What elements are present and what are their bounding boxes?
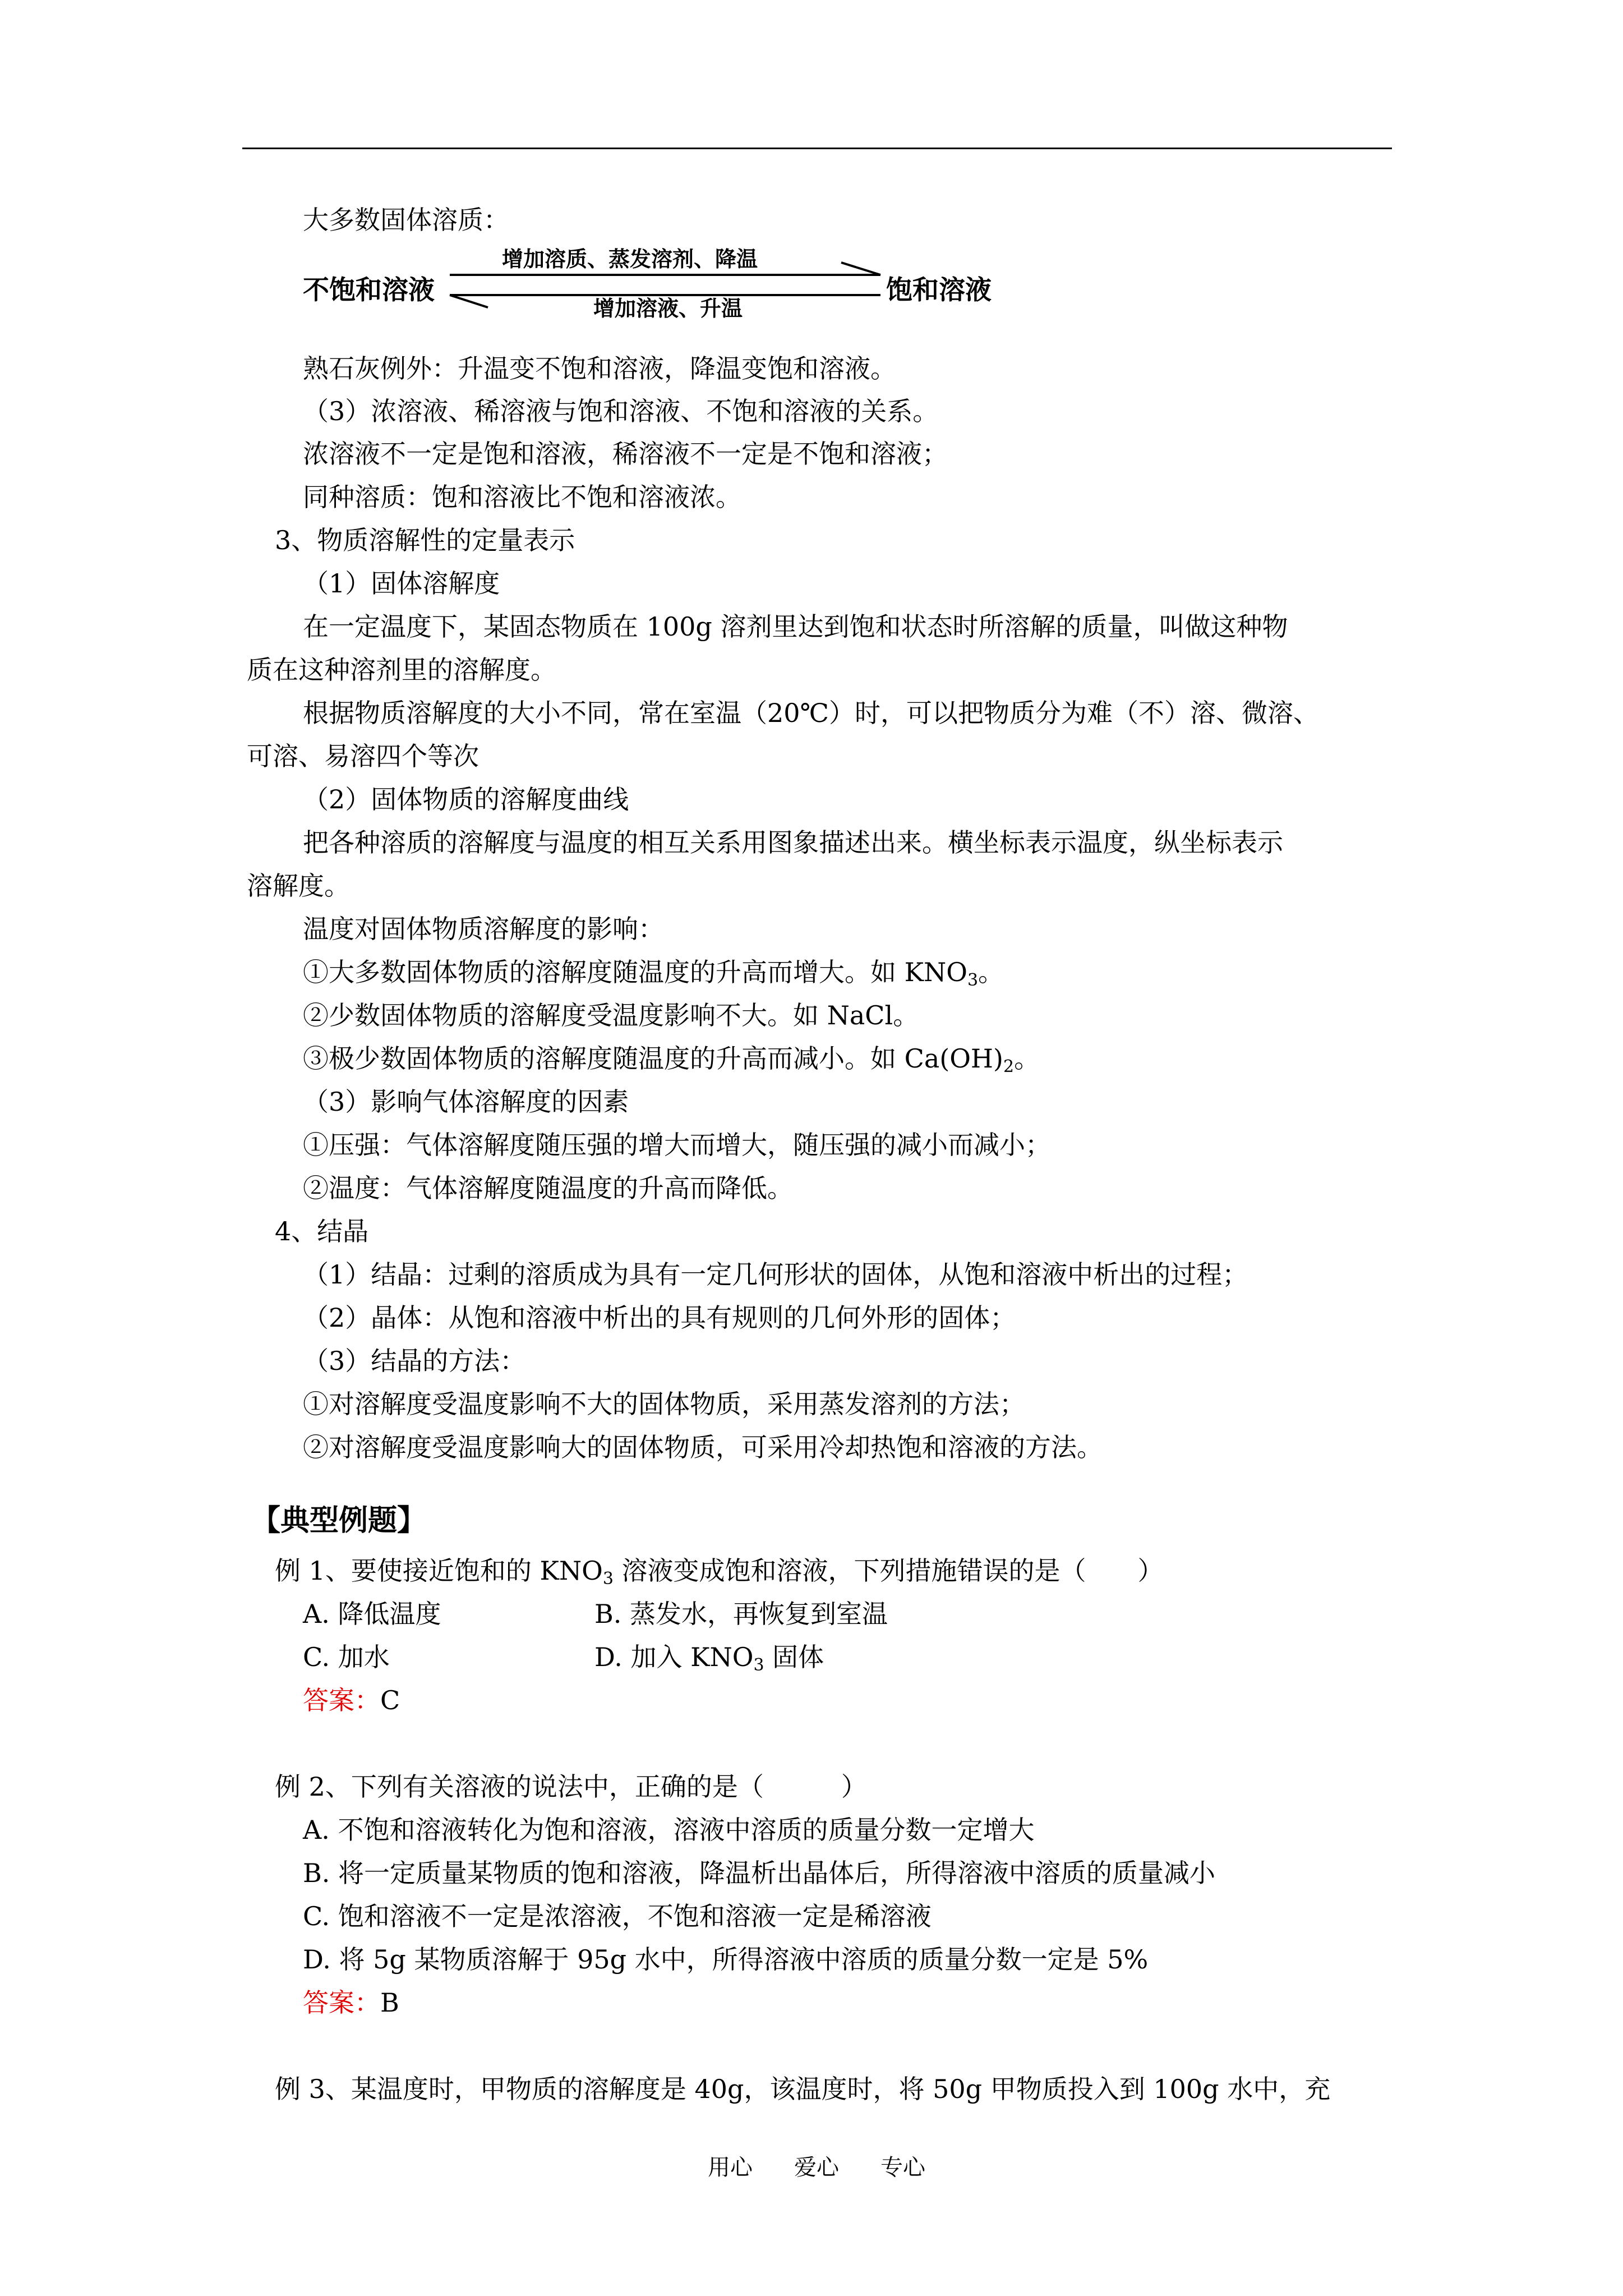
- text-fragment: 例 1、要使接近饱和的 KNO: [275, 1556, 603, 1586]
- option-c: C. 加水: [303, 1642, 390, 1672]
- subsection-title: （2）固体物质的溶解度曲线: [303, 784, 629, 815]
- double-arrow-icon: [303, 246, 1032, 330]
- text-line: 溶解度。: [247, 871, 350, 901]
- text-line: 温度对固体物质溶解度的影响：: [303, 914, 664, 944]
- text-fragment: 溶液变成饱和溶液，下列措施错误的是（ ）: [613, 1556, 1164, 1586]
- conversion-diagram: [303, 246, 1032, 330]
- diagram-top-label: 增加溶质、蒸发溶剂、降温: [502, 247, 758, 272]
- answer-label: 答案：: [303, 1685, 380, 1715]
- text-line: ②少数固体物质的溶解度受温度影响不大。如 NaCl。: [303, 1000, 919, 1030]
- answer-line: [303, 1986, 399, 2019]
- text-fragment: 。: [1014, 1043, 1040, 1074]
- option-c: C. 饱和溶液不一定是浓溶液，不饱和溶液一定是稀溶液: [303, 1901, 932, 1931]
- text-line: [303, 1042, 1040, 1075]
- text-fragment: ③极少数固体物质的溶解度随温度的升高而减小。如 Ca(OH): [303, 1043, 1003, 1074]
- text-line: （3）结晶的方法：: [303, 1346, 526, 1376]
- text-line: ②对溶解度受温度影响大的固体物质，可采用冷却热饱和溶液的方法。: [303, 1432, 1103, 1462]
- option-b: B. 蒸发水，再恢复到室温: [594, 1599, 888, 1629]
- subsection-title: （3）影响气体溶解度的因素: [303, 1087, 629, 1117]
- text-line: 可溶、易溶四个等次: [247, 741, 479, 771]
- text-fragment: 固体: [764, 1642, 824, 1672]
- text-line: 把各种溶质的溶解度与温度的相互关系用图象描述出来。横坐标表示温度，纵坐标表示: [303, 827, 1283, 858]
- text-line: （2）晶体：从饱和溶液中析出的具有规则的几何外形的固体；: [303, 1303, 1016, 1333]
- header-rule: [242, 148, 1392, 149]
- example-question: [275, 1554, 1164, 1588]
- option-d: D. 将 5g 某物质溶解于 95g 水中，所得溶液中溶质的质量分数一定是 5%: [303, 1944, 1149, 1975]
- option-a: A. 不饱和溶液转化为饱和溶液，溶液中溶质的质量分数一定增大: [303, 1815, 1035, 1845]
- section-title: 4、结晶: [275, 1216, 369, 1246]
- option-b: B. 将一定质量某物质的饱和溶液，降温析出晶体后，所得溶液中溶质的质量减小: [303, 1858, 1216, 1888]
- text-line: ①对溶解度受温度影响不大的固体物质，采用蒸发溶剂的方法；: [303, 1389, 1025, 1419]
- text-line: 浓溶液不一定是饱和溶液，稀溶液不一定是不饱和溶液；: [303, 439, 948, 469]
- text-fragment: D. 加入 KNO: [594, 1642, 754, 1672]
- answer-label: 答案：: [303, 1987, 380, 2018]
- text-line: ①压强：气体溶解度随压强的增大而增大，随压强的减小而减小；: [303, 1130, 1051, 1160]
- text-line: 根据物质溶解度的大小不同，常在室温（20℃）时，可以把物质分为难（不）溶、微溶、: [303, 698, 1319, 728]
- example-question: 例 2、下列有关溶液的说法中，正确的是（ ）: [275, 1772, 867, 1802]
- subscript: 2: [1003, 1057, 1015, 1076]
- footer-text: 用心: [708, 2155, 753, 2180]
- section-heading: 【典型例题】: [251, 1504, 427, 1538]
- text-line: ②温度：气体溶解度随温度的升高而降低。: [303, 1173, 793, 1203]
- subscript: 3: [753, 1655, 764, 1675]
- text-line: 同种溶质：饱和溶液比不饱和溶液浓。: [303, 482, 741, 512]
- text-line: 在一定温度下，某固态物质在 100g 溶剂里达到饱和状态时所溶解的质量，叫做这种物: [303, 611, 1288, 642]
- text-line: 熟石灰例外：升温变不饱和溶液，降温变饱和溶液。: [303, 353, 896, 384]
- section-title: 3、物质溶解性的定量表示: [275, 525, 575, 555]
- text-fragment: ①大多数固体物质的溶解度随温度的升高而增大。如 KNO: [303, 957, 967, 987]
- text-fragment: 。: [978, 957, 1004, 987]
- text-line: 大多数固体溶质：: [303, 205, 509, 235]
- answer-line: [303, 1683, 400, 1717]
- option-a: A. 降低温度: [303, 1599, 441, 1629]
- text-line: 质在这种溶剂里的溶解度。: [247, 655, 556, 685]
- text-line: （1）结晶：过剩的溶质成为具有一定几何形状的固体，从饱和溶液中析出的过程；: [303, 1259, 1248, 1290]
- text-line: （3）浓溶液、稀溶液与饱和溶液、不饱和溶液的关系。: [303, 396, 939, 426]
- diagram-right-label: 饱和溶液: [886, 275, 992, 306]
- option-d: [594, 1640, 824, 1674]
- footer-text: 专心: [880, 2155, 925, 2180]
- footer-text: 爱心: [794, 2155, 839, 2180]
- subsection-title: （1）固体溶解度: [303, 568, 500, 599]
- subscript: 3: [967, 970, 979, 990]
- example-question: 例 3、某温度时，甲物质的溶解度是 40g，该温度时，将 50g 甲物质投入到 100g 水中，充: [275, 2074, 1331, 2104]
- diagram-left-label: 不饱和溶液: [303, 275, 435, 306]
- answer-value: C: [380, 1685, 400, 1715]
- diagram-bottom-label: 增加溶液、升温: [593, 296, 743, 321]
- answer-value: B: [380, 1987, 399, 2018]
- text-line: [303, 955, 1004, 989]
- subscript: 3: [602, 1569, 614, 1589]
